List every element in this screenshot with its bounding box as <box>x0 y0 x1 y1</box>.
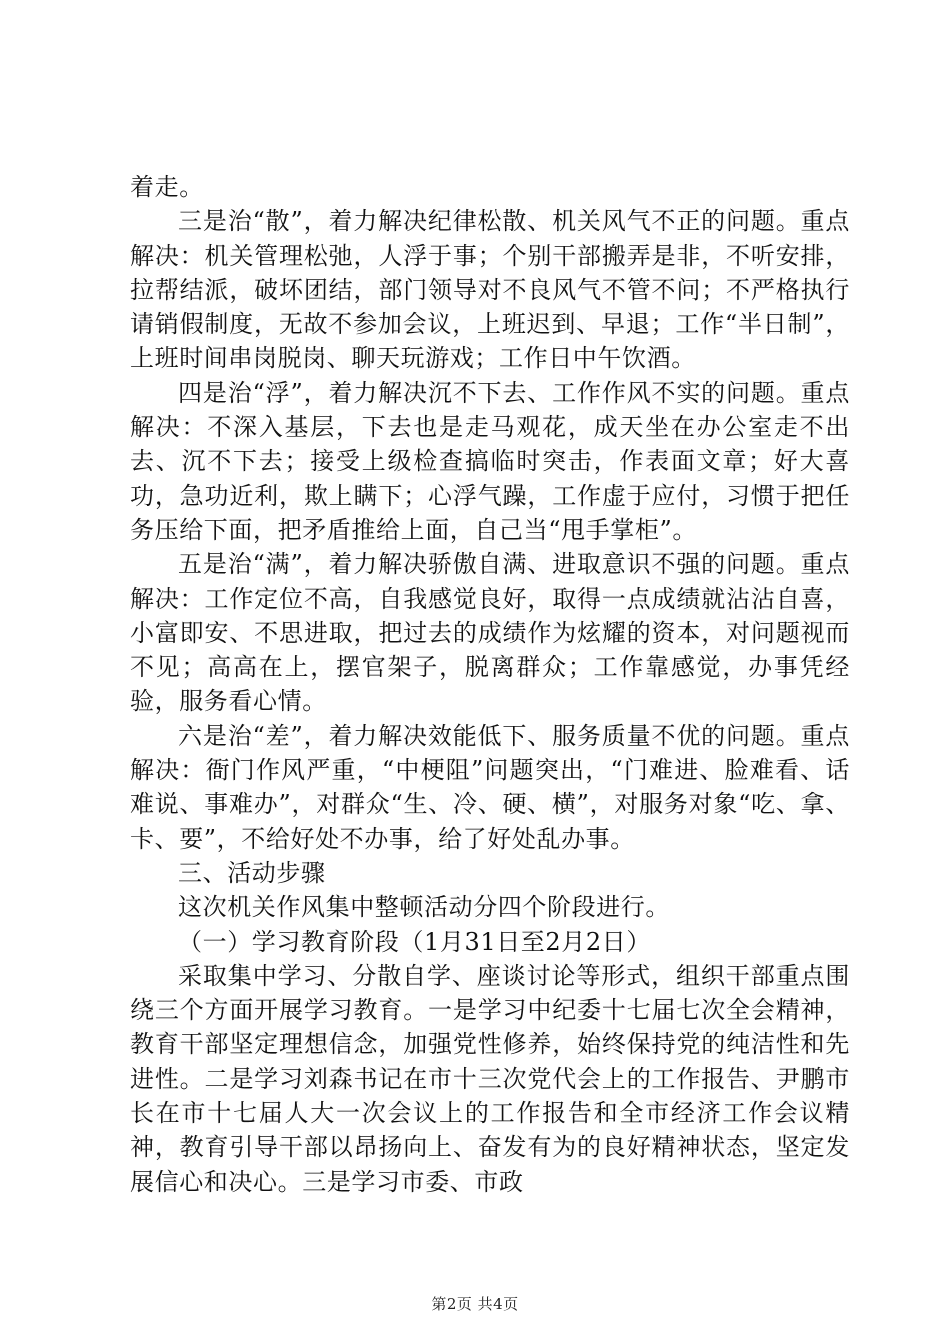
page-number: 第2页 共4页 <box>431 1295 519 1313</box>
subheading-study-stage: （一）学习教育阶段（1月31日至2月2日） <box>178 927 651 956</box>
paragraph-item-four: 四是治“浮”，着力解决沉不下去、工作作风不实的问题。重点解决：不深入基层，下去也是走马观花，成天坐在办公室走不出去、沉不下去；接受上级检查搞临时突击，作表面文章；好大喜功，急功近利，欺上瞒下；心浮气躁，工作虚于应付，习惯于把任务压给下面，把矛盾推给上面，自己当“甩手掌柜”。 <box>130 378 850 544</box>
paragraph-stages-intro: 这次机关作风集中整顿活动分四个阶段进行。 <box>178 893 670 922</box>
paragraph-study-stage: 采取集中学习、分散自学、座谈讨论等形式，组织干部重点围绕三个方面开展学习教育。一是学习中纪委十七届七次全会精神，教育干部坚定理想信念，加强党性修养，始终保持党的纯洁性和先进性。二是学习刘森书记在市十三次党代会上的工作报告、尹鹏市长在市十七届人大一次会议上的工作报告和全市经济工作会议精神，教育引导干部以昂扬向上、奋发有为的良好精神状态，坚定发展信心和决心。三是学习市委、市政 <box>130 961 850 1196</box>
section-heading-activity-steps: 三、活动步骤 <box>178 858 326 887</box>
paragraph-item-three: 三是治“散”，着力解决纪律松散、机关风气不正的问题。重点解决：机关管理松弛，人浮于事；个别干部搬弄是非，不听安排，拉帮结派，破坏团结，部门领导对不良风气不管不问；不严格执行请销假制度，无故不参加会议，上班迟到、早退；工作“半日制”，上班时间串岗脱岗、聊天玩游戏；工作日中午饮酒。 <box>130 207 850 373</box>
paragraph-item-six: 六是治“差”，着力解决效能低下、服务质量不优的问题。重点解决：衙门作风严重，“中梗阻”问题突出，“门难进、脸难看、话难说、事难办”，对群众“生、冷、硬、横”，对服务对象“吃、拿、卡、要”，不给好处不办事，给了好处乱办事。 <box>130 721 850 853</box>
paragraph-item-five: 五是治“满”，着力解决骄傲自满、进取意识不强的问题。重点解决：工作定位不高，自我感觉良好，取得一点成绩就沾沾自喜，小富即安、不思进取，把过去的成绩作为炫耀的资本，对问题视而不见；高高在上，摆官架子，脱离群众；工作靠感觉，办事凭经验，服务看心情。 <box>130 550 850 716</box>
document-body <box>130 170 850 1199</box>
paragraph-continuation: 着走。 <box>130 173 204 201</box>
page-footer <box>0 1294 950 1314</box>
